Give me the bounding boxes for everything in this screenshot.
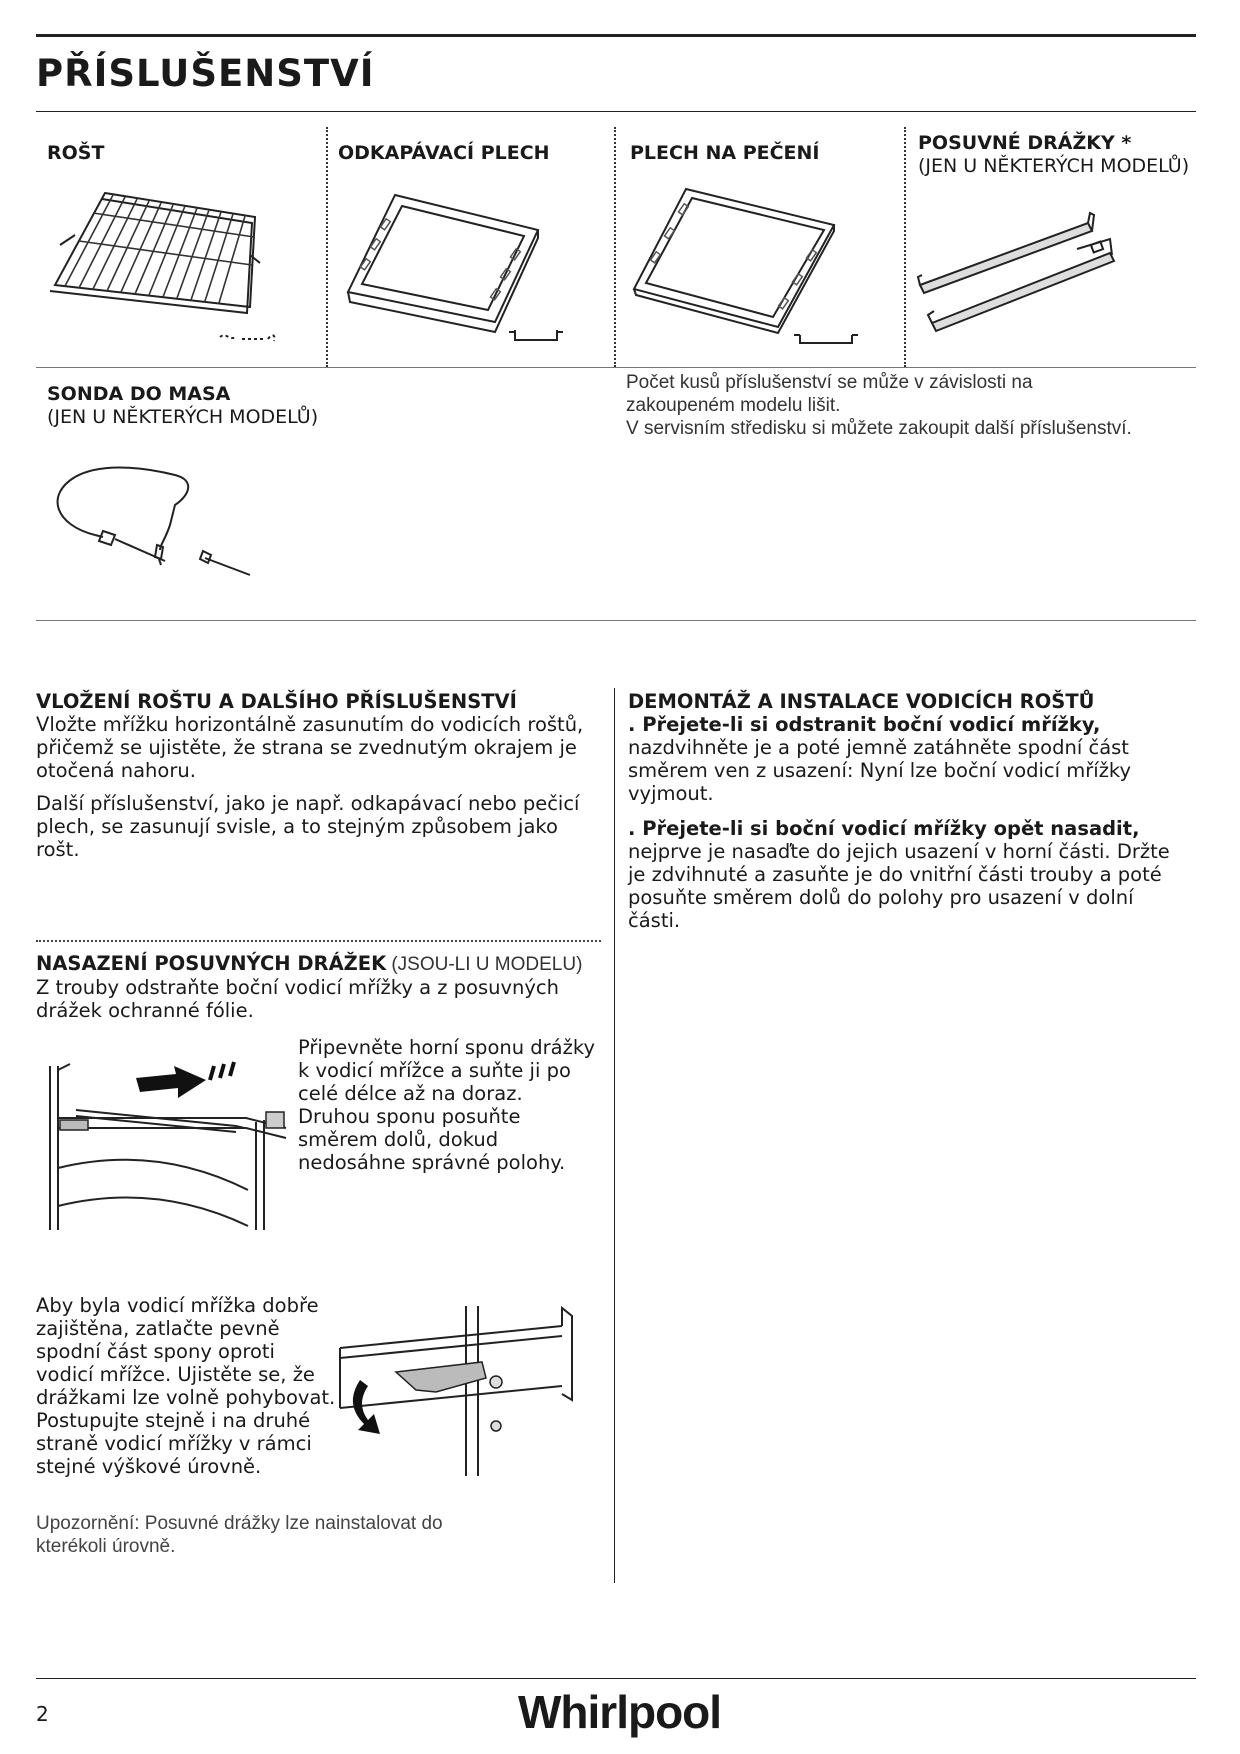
runner-attach-illustration — [36, 1058, 298, 1230]
accessory-label-sonda-do-masa: SONDA DO MASA — [47, 383, 231, 405]
brand-logo: Whirlpool — [518, 1686, 722, 1738]
footer-rule — [36, 1678, 1196, 1679]
removal-remove-text: nazdvihněte je a poté jemně zatáhněte spodní část směrem ven z usazení: Nyní lze boční vodicí mřížky vyjmout. — [628, 736, 1132, 805]
dotted-divider — [36, 940, 601, 942]
insert-paragraph: Vložte mřížku horizontálně zasunutím do vodicích roštů, přičemž se ujistěte, že strana se zvednutým okrajem je otočená nahoru. — [36, 713, 584, 782]
section-rule — [36, 620, 1196, 621]
runners-heading-note: (JSOU-LI U MODELU) — [391, 954, 583, 975]
page-number: 2 — [36, 1702, 49, 1726]
runners-heading: NASAZENÍ POSUVNÝCH DRÁŽEK — [36, 952, 387, 975]
insert-heading: VLOŽENÍ ROŠTU A DALŠÍHO PŘÍSLUŠENSTVÍ — [36, 690, 517, 713]
insert-section — [36, 690, 596, 861]
runners-step2: Aby byla vodicí mřížka dobře zajištěna, zatlačte pevně spodní část spony oproti vodicí mřížce. Ujistěte se, že drážkami lze volně pohybovat. Postupujte stejně i na druhé straně vodicí mřížky v rámci stejné výškové úrovně. — [36, 1294, 336, 1478]
accessories-note-line: zakoupeném modelu lišit. — [626, 395, 841, 416]
runners-step1: Připevněte horní sponu drážky k vodicí mřížce a suňte ji po celé délce až na doraz. Druhou sponu posuňte směrem dolů, dokud nedosáhne správné polohy. — [298, 1036, 596, 1174]
accessory-note-posuvne-drazky: (JEN U NĚKTERÝCH MODELŮ) — [918, 155, 1190, 177]
accessories-note-line: Počet kusů příslušenství se může v závislosti na — [626, 372, 1033, 393]
removal-remove-bold: . Přejete-li si odstranit boční vodicí mřížky, — [628, 713, 1101, 736]
accessory-label-odkapavaci-plech: ODKAPÁVACÍ PLECH — [338, 142, 550, 164]
grid-rule — [36, 367, 1196, 368]
drip-tray-icon — [340, 192, 580, 352]
baking-tray-icon — [628, 185, 868, 355]
accessories-note-line: V servisním středisku si můžete zakoupit další příslušenství. — [626, 418, 1132, 439]
sliding-runners-icon — [912, 205, 1122, 335]
runners-intro: Z trouby odstraňte boční vodicí mřížky a z posuvných drážek ochranné fólie. — [36, 976, 560, 1022]
column-divider — [904, 127, 906, 367]
top-rule — [36, 34, 1196, 37]
accessory-label-posuvne-drazky: POSUVNÉ DRÁŽKY * — [918, 132, 1132, 154]
column-divider-main — [614, 688, 615, 1583]
meat-probe-icon — [45, 465, 265, 575]
runners-heading-line — [36, 952, 606, 976]
runners-section — [36, 952, 606, 1022]
runners-warning: Upozornění: Posuvné drážky lze nainstalovat do kterékoli úrovně. — [36, 1513, 443, 1557]
removal-heading: DEMONTÁŽ A INSTALACE VODICÍCH ROŠTŮ — [628, 690, 1095, 713]
removal-section — [628, 690, 1188, 932]
accessory-label-plech-na-peceni: PLECH NA PEČENÍ — [630, 142, 820, 164]
title-rule — [36, 111, 1196, 112]
accessory-label-rost: ROŠT — [47, 142, 105, 164]
column-divider — [614, 127, 616, 367]
accessories-note — [626, 371, 1132, 440]
runner-lock-illustration — [336, 1300, 606, 1478]
column-divider — [326, 127, 328, 367]
insert-paragraph: Další příslušenství, jako je např. odkapávací nebo pečicí plech, se zasunují svisle, a to stejným způsobem jako rošt. — [36, 792, 580, 861]
removal-install-bold: . Přejete-li si boční vodicí mřížky opět nasadit, — [628, 817, 1140, 840]
removal-install-text: nejprve je nasaďte do jejich usazení v horní části. Držte je zdvihnuté a zasuňte je do vnitřní části trouby a poté posuňte směrem dolů do polohy pro usazení v dolní části. — [628, 840, 1170, 932]
accessory-note-sonda-do-masa: (JEN U NĚKTERÝCH MODELŮ) — [47, 406, 319, 428]
wire-shelf-icon — [45, 185, 285, 350]
page-title: PŘÍSLUŠENSTVÍ — [36, 52, 375, 95]
